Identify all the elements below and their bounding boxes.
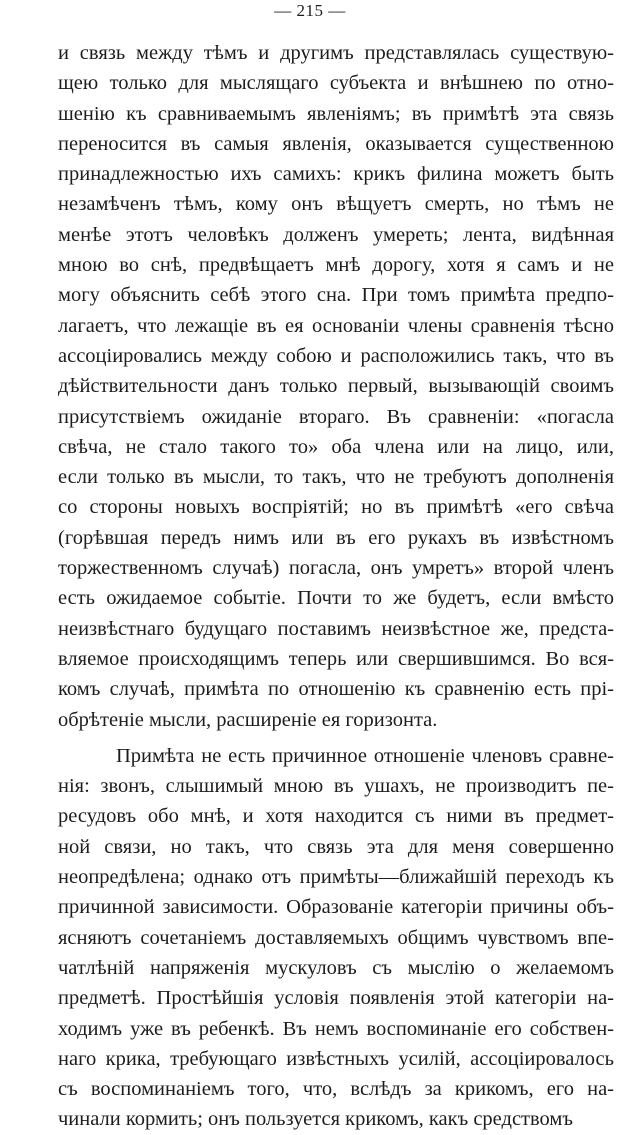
text-line: ной связи, но такъ, что связь эта для меня совершенно <box>58 835 614 858</box>
text-line: менѣе этотъ человѣкъ долженъ умереть; лента, видѣнная <box>58 223 614 246</box>
text-line: торжественномъ случаѣ) погасла, онъ умретъ» второй членъ <box>58 557 614 580</box>
text-line: предметѣ. Простѣйшія условія появленія этой категоріи на- <box>58 987 614 1010</box>
text-line: чатлѣній напряженія мускуловъ съ мыслію о желаемомъ <box>58 956 614 979</box>
text-line: неопредѣлена; однако отъ примѣты—ближайшій переходъ къ <box>58 866 614 889</box>
text-line: дѣйствительности данъ только первый, вызывающій своимъ <box>58 375 614 398</box>
text-line: могу объяснить себѣ этого сна. При томъ примѣта предпо- <box>58 284 614 307</box>
text-line: и связь между тѣмъ и другимъ представлялась существую- <box>58 42 614 64</box>
text-line: ресудовъ обо мнѣ, и хотя находится съ ними въ предмет- <box>58 805 614 828</box>
text-line: съ воспоминаніемъ того, что, вслѣдъ за крикомъ, его на- <box>58 1078 614 1101</box>
body-text <box>58 38 614 1135</box>
text-line: вляемое происходящимъ теперь или свершившимся. Во вся- <box>58 647 614 670</box>
text-line: незамѣченъ тѣмъ, кому онъ вѣщуетъ смерть, но тѣмъ не <box>58 193 614 216</box>
text-line: мною во снѣ, предвѣщаетъ мнѣ дорогу, хотя я самъ и не <box>58 254 614 277</box>
text-line: свѣча, не стало такого то» оба члена или на лицо, или, <box>58 435 614 458</box>
text-line: лагаетъ, что лежащіе въ ея основаніи члены сравненія тѣсно <box>58 314 614 337</box>
text-line: чинали кормить; онъ пользуется крикомъ, какъ средствомъ <box>58 1108 573 1131</box>
text-line: щею только для мыслящаго субъекта и внѣшнею по отно- <box>58 72 614 95</box>
text-line: обрѣтеніе мысли, расширеніе ея горизонта. <box>58 708 438 731</box>
text-line: ходимъ уже въ ребенкѣ. Въ немъ воспоминаніе его собствен- <box>58 1017 614 1040</box>
text-line: нія: звонъ, слышимый мною въ ушахъ, не производитъ пе- <box>58 775 614 798</box>
text-line: неизвѣстнаго будущаго поставимъ неизвѣстное же, предста- <box>58 617 614 640</box>
text-line: есть ожидаемое событіе. Почти то же будетъ, если вмѣсто <box>58 587 614 610</box>
text-line: (горѣвшая передъ нимъ или въ его рукахъ въ извѣстномъ <box>58 526 614 549</box>
paragraph-2 <box>58 741 614 1135</box>
text-line: принадлежностью ихъ самихъ: крикъ филина можетъ быть <box>58 163 614 186</box>
text-line: ясняютъ сочетаніемъ доставляемыхъ общимъ чувствомъ впе- <box>58 926 614 949</box>
text-line: комъ случаѣ, примѣта по отношенію къ сравненію есть прі- <box>58 678 614 701</box>
text-line: Примѣта не есть причинное отношеніе членовъ сравне- <box>116 744 614 767</box>
text-line: наго крика, требующаго извѣстныхъ усилій, ассоціировалось <box>58 1047 614 1070</box>
text-line: если только въ мысли, то такъ, что не требуютъ дополненія <box>58 466 614 489</box>
text-line: причинной зависимости. Образованіе категоріи причины объ- <box>58 896 614 919</box>
text-line: переносится въ самыя явленія, оказывается существенною <box>58 132 614 155</box>
paragraph-1 <box>58 38 614 735</box>
text-line: шенію къ сравниваемымъ явленіямъ; въ примѣтѣ эта связь <box>58 102 614 125</box>
text-line: ассоціировались между собою и расположились такъ, что въ <box>58 344 614 367</box>
page-number: — 215 — <box>274 1 346 20</box>
text-line: присутствіемъ ожиданіе втораго. Въ сравненіи: «погасла <box>58 405 614 428</box>
text-line: со стороны новыхъ воспріятій; но въ примѣтѣ «его свѣча <box>58 496 614 519</box>
